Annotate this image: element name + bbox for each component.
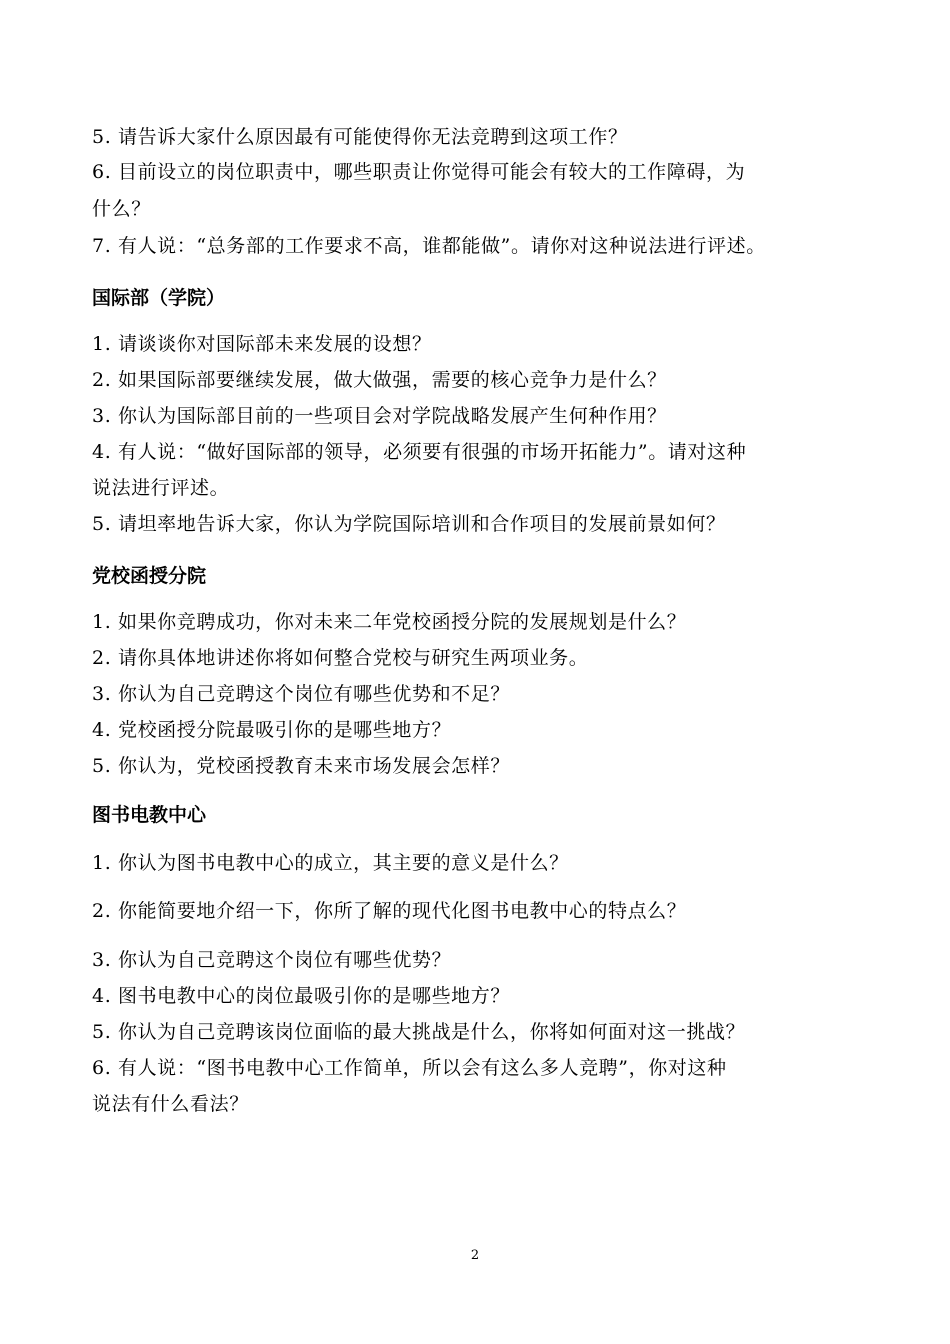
question-line: 6. 目前设立的岗位职责中，哪些职责让你觉得可能会有较大的工作障碍，为 xyxy=(92,161,746,183)
question-line: 2. 你能简要地介绍一下，你所了解的现代化图书电教中心的特点么？ xyxy=(92,900,687,922)
question-line: 4. 图书电教中心的岗位最吸引你的是哪些地方？ xyxy=(92,985,510,1007)
question-line: 5. 你认为自己竞聘该岗位面临的最大挑战是什么，你将如何面对这一挑战？ xyxy=(92,1021,746,1043)
question-line: 4. 有人说：“做好国际部的领导，必须要有很强的市场开拓能力”。请对这种 xyxy=(92,441,747,463)
section-heading: 党校函授分院 xyxy=(92,565,207,587)
question-line: 3. 你认为自己竞聘这个岗位有哪些优势？ xyxy=(92,949,452,971)
question-line: 2. 如果国际部要继续发展，做大做强，需要的核心竞争力是什么？ xyxy=(92,369,667,391)
question-line: 3. 你认为国际部目前的一些项目会对学院战略发展产生何种作用？ xyxy=(92,405,667,427)
page-number: 2 xyxy=(470,1248,480,1263)
question-line: 5. 请坦率地告诉大家，你认为学院国际培训和合作项目的发展前景如何？ xyxy=(92,513,726,535)
question-line: 3. 你认为自己竞聘这个岗位有哪些优势和不足？ xyxy=(92,683,510,705)
question-line: 说法有什么看法？ xyxy=(92,1093,249,1115)
question-line: 5. 你认为，党校函授教育未来市场发展会怎样？ xyxy=(92,755,510,777)
section-heading: 国际部（学院） xyxy=(92,287,226,309)
question-line: 5. 请告诉大家什么原因最有可能使得你无法竞聘到这项工作？ xyxy=(92,126,628,148)
question-line: 6. 有人说：“图书电教中心工作简单，所以会有这么多人竞聘”，你对这种 xyxy=(92,1057,727,1079)
question-line: 说法进行评述。 xyxy=(92,477,230,499)
section-heading: 图书电教中心 xyxy=(92,804,207,826)
question-line: 4. 党校函授分院最吸引你的是哪些地方？ xyxy=(92,719,452,741)
question-line: 1. 如果你竞聘成功，你对未来二年党校函授分院的发展规划是什么？ xyxy=(92,611,687,633)
question-line: 7. 有人说：“总务部的工作要求不高，谁都能做”。请你对这种说法进行评述。 xyxy=(92,235,766,257)
question-line: 2. 请你具体地讲述你将如何整合党校与研究生两项业务。 xyxy=(92,647,589,669)
question-line: 1. 你认为图书电教中心的成立，其主要的意义是什么？ xyxy=(92,852,569,874)
question-line: 1. 请谈谈你对国际部未来发展的设想？ xyxy=(92,333,432,355)
question-line: 什么？ xyxy=(92,198,151,220)
